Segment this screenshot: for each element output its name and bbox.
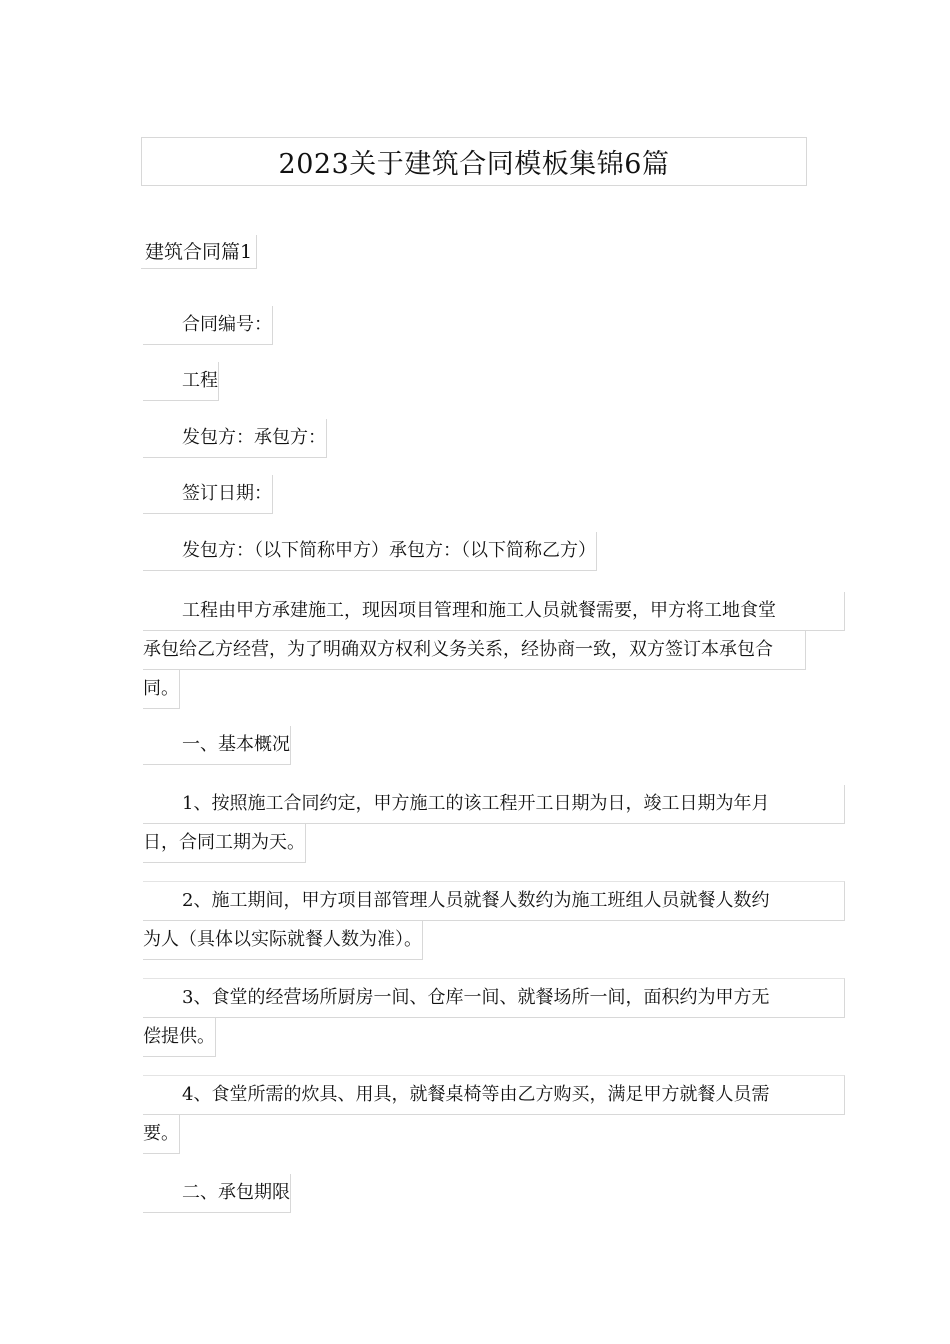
item-4-line-1: 4、食堂所需的炊具、用具，就餐桌椅等由乙方购买，满足甲方就餐人员需 (143, 1075, 845, 1115)
project-label: 工程 (143, 362, 219, 401)
section-2-title-paragraph (143, 1174, 807, 1213)
document-title: 2023关于建筑合同模板集锦6篇 (141, 137, 807, 186)
parties-short-names-paragraph (143, 532, 807, 571)
item-1-line-2: 日，合同工期为天。 (143, 824, 306, 863)
item-4-paragraph (143, 1075, 807, 1154)
section-heading: 建筑合同篇1 (141, 235, 257, 269)
contract-number-paragraph (143, 306, 807, 345)
parties-label: 发包方：承包方： (143, 419, 327, 458)
contract-number-label: 合同编号： (143, 306, 273, 345)
intro-line-3: 同。 (143, 670, 180, 709)
section-1-title-paragraph (143, 726, 807, 765)
sign-date-label: 签订日期： (143, 475, 273, 514)
intro-line-2: 承包给乙方经营，为了明确双方权利义务关系，经协商一致，双方签订本承包合 (143, 631, 806, 670)
item-2-paragraph (143, 881, 807, 960)
section-1-title: 一、基本概况 (143, 726, 291, 765)
sign-date-paragraph (143, 475, 807, 514)
item-2-line-2: 为人（具体以实际就餐人数为准）。 (143, 921, 423, 960)
item-1-paragraph (143, 785, 807, 863)
parties-paragraph (143, 419, 807, 458)
item-4-line-2: 要。 (143, 1115, 180, 1154)
intro-paragraph (143, 592, 807, 709)
item-3-line-2: 偿提供。 (143, 1018, 216, 1057)
item-3-paragraph (143, 978, 807, 1057)
project-paragraph (143, 362, 807, 401)
section-2-title: 二、承包期限 (143, 1174, 291, 1213)
intro-line-1: 工程由甲方承建施工，现因项目管理和施工人员就餐需要，甲方将工地食堂 (143, 592, 845, 631)
item-2-line-1: 2、施工期间，甲方项目部管理人员就餐人数约为施工班组人员就餐人数约 (143, 881, 845, 921)
parties-short-names: 发包方：（以下简称甲方）承包方：（以下简称乙方） (143, 532, 597, 571)
item-3-line-1: 3、食堂的经营场所厨房一间、仓库一间、就餐场所一间，面积约为甲方无 (143, 978, 845, 1018)
item-1-line-1: 1、按照施工合同约定，甲方施工的该工程开工日期为日，竣工日期为年月 (143, 785, 845, 824)
